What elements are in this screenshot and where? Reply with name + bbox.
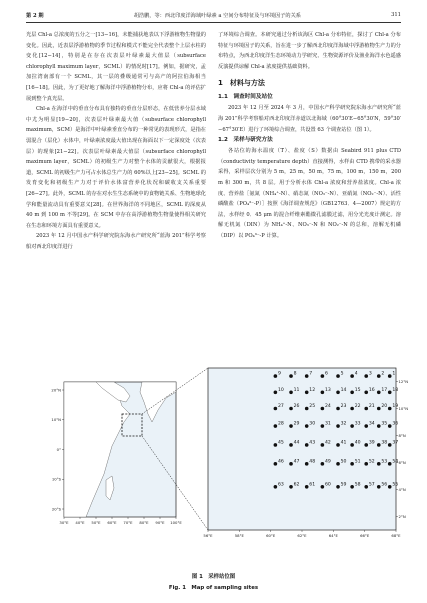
station-label: 11	[293, 387, 300, 393]
station-point	[364, 424, 368, 428]
station-point	[336, 407, 340, 411]
station-point	[336, 443, 340, 447]
station-point	[336, 424, 340, 428]
station-label: 21	[368, 404, 375, 410]
station-label: 48	[309, 459, 316, 465]
station-point	[388, 462, 392, 466]
inset-lat-label: 20°N	[51, 387, 61, 393]
station-label: 60	[324, 482, 331, 488]
station-point	[305, 374, 309, 378]
station-point	[289, 407, 293, 411]
station-label: 54	[392, 459, 399, 465]
station-point	[289, 391, 293, 395]
issue-number: 第 2 期	[26, 12, 44, 19]
body-paragraph: Chl-a 在海洋中的垂直分布具有独特的垂直分层形态，在低营养分层水域中尤为明显[19−20]，次表层叶绿素最大值（subsurface chlorophyll maximum，SCM）是海洋中叶绿素垂直分布的一种常见的表现形式，是指在弱混合（层化）水体中，叶绿素浓度最大值出现在海面以下一定深度处（次表层）的现象[21−22]。次表层叶绿素最大值层（subsurface chlorophyll maximum layer，SCML）的初级生产力对整个水体的贡献很大，根据报道，SCML 的初级生产力可占水体总生产力的 60%以上[23−25]。SCML 的发育变化和初级生产力对于评价水体富营养化状况和碳收支关系重要[26−27]。此外，SCML 的存在对水生生态系统中的食物链关系、生物地球化学和能量流动具有重要意义[28]。在世界海洋的不同地区，SCML 的深度从 40 m 到 100 m 不等[29]。在 SCM 中存在高浮游植物生物量使得相关研究在生态和环境方面具有重要意义。	[26, 106, 206, 229]
station-label: 4	[354, 371, 358, 377]
station-point	[377, 485, 381, 489]
main-lon-label: 56°E	[203, 533, 213, 538]
station-point	[274, 374, 278, 378]
figure-caption-cn: 图 1 采样站位图	[191, 574, 236, 580]
station-label: 23	[340, 404, 347, 410]
station-label: 35	[381, 421, 388, 427]
main-lat-label: 2°N	[398, 513, 406, 519]
inset-lon-label: 30°E	[59, 520, 69, 525]
station-label: 7	[309, 371, 313, 377]
station-point	[350, 443, 354, 447]
station-label: 32	[340, 421, 347, 427]
station-point	[274, 424, 278, 428]
station-point	[377, 391, 381, 395]
right-column	[218, 30, 401, 242]
station-label: 31	[324, 421, 331, 427]
main-lat-label: 12°N	[398, 378, 409, 384]
station-label: 41	[340, 440, 347, 446]
inset-lat-label: 0°	[56, 446, 61, 452]
page-number: 311	[391, 12, 401, 18]
station-label: 38	[381, 440, 388, 446]
main-lon-label: 62°E	[297, 533, 307, 538]
station-point	[388, 391, 392, 395]
station-point	[364, 462, 368, 466]
station-point	[350, 424, 354, 428]
station-label: 62	[293, 482, 300, 488]
main-lat-label: 4°N	[398, 486, 406, 492]
station-label: 57	[368, 482, 375, 488]
station-point	[321, 407, 325, 411]
station-point	[377, 443, 381, 447]
station-label: 8	[293, 371, 297, 377]
station-point	[336, 374, 340, 378]
main-lat-label: 10°N	[398, 405, 409, 411]
station-point	[364, 374, 368, 378]
station-label: 51	[354, 459, 361, 465]
inset-lat-label: 20°S	[51, 506, 61, 512]
station-label: 10	[277, 387, 284, 393]
station-label: 33	[354, 421, 361, 427]
station-label: 40	[354, 440, 361, 446]
station-label: 19	[392, 404, 399, 410]
station-point	[388, 485, 392, 489]
station-point	[274, 391, 278, 395]
station-label: 15	[354, 387, 361, 393]
station-point	[336, 462, 340, 466]
station-label: 45	[277, 440, 284, 446]
station-point	[364, 407, 368, 411]
inset-lon-label: 50°E	[91, 520, 101, 525]
main-lon-label: 66°E	[360, 533, 370, 538]
station-point	[289, 374, 293, 378]
station-label: 49	[324, 459, 331, 465]
main-lon-label: 64°E	[328, 533, 338, 538]
station-label: 6	[324, 371, 328, 377]
inset-lon-label: 100°E	[170, 520, 182, 525]
station-label: 61	[309, 482, 316, 488]
subsection-heading: 1.1 调查时间及站位	[218, 94, 273, 101]
station-label: 25	[309, 404, 316, 410]
station-point	[305, 443, 309, 447]
station-label: 5	[340, 371, 344, 377]
station-point	[274, 485, 278, 489]
station-point	[350, 462, 354, 466]
body-paragraph: 2023 年 12 月至 2024 年 3 月，中国水产科学研究院东海水产研究所“蓝海 201”科学考察船对西北印度洋赤道以北海域（60°30′E−65°30′N，59°30′−67°30′E）进行了环境综合调查，共设置 63 个调查站位（图 1）。	[218, 105, 401, 133]
station-point	[350, 391, 354, 395]
station-point	[289, 424, 293, 428]
station-label: 2	[381, 371, 385, 377]
station-label: 17	[381, 387, 388, 393]
station-label: 13	[324, 387, 331, 393]
station-label: 52	[368, 459, 375, 465]
station-point	[388, 374, 392, 378]
station-point	[350, 374, 354, 378]
station-point	[321, 424, 325, 428]
station-point	[388, 443, 392, 447]
station-point	[364, 485, 368, 489]
station-point	[274, 443, 278, 447]
inset-map	[51, 368, 208, 530]
station-point	[289, 485, 293, 489]
inset-lon-label: 80°E	[139, 520, 149, 525]
station-point	[274, 407, 278, 411]
main-lon-label: 60°E	[266, 533, 276, 538]
inset-lat-label: 10°N	[51, 417, 61, 423]
station-label: 37	[392, 440, 399, 446]
station-point	[364, 391, 368, 395]
station-point	[321, 485, 325, 489]
body-paragraph: 2023 年 12 月中国水产科学研究院东海水产研究所“蓝海 201”科学考察船对西北印度洋进行	[26, 233, 206, 250]
station-label: 50	[340, 459, 347, 465]
station-label: 43	[309, 440, 316, 446]
station-point	[336, 485, 340, 489]
station-label: 39	[368, 440, 375, 446]
station-label: 34	[368, 421, 375, 427]
header-rule	[26, 22, 401, 23]
station-label: 36	[392, 421, 399, 427]
station-point	[377, 407, 381, 411]
station-label: 16	[368, 387, 375, 393]
station-point	[388, 424, 392, 428]
station-label: 9	[277, 371, 281, 377]
station-label: 58	[354, 482, 361, 488]
station-point	[305, 485, 309, 489]
running-header	[26, 9, 401, 21]
section-heading: 1 材料与方法	[218, 79, 265, 88]
station-label: 44	[293, 440, 300, 446]
station-label: 55	[392, 482, 399, 488]
station-label: 63	[277, 482, 284, 488]
station-point	[377, 462, 381, 466]
station-label: 29	[293, 421, 300, 427]
station-point	[305, 462, 309, 466]
station-point	[289, 462, 293, 466]
station-point	[321, 374, 325, 378]
station-label: 18	[392, 387, 399, 393]
main-lat-label: 6°N	[398, 459, 406, 465]
station-point	[350, 407, 354, 411]
station-point	[321, 462, 325, 466]
inset-lon-label: 90°E	[155, 520, 165, 525]
station-label: 30	[309, 421, 316, 427]
station-label: 46	[277, 459, 284, 465]
subsection-heading: 1.2 采样与研究方法	[218, 137, 273, 144]
inset-lon-label: 70°E	[123, 520, 133, 525]
station-point	[350, 485, 354, 489]
station-point	[336, 391, 340, 395]
station-point	[388, 407, 392, 411]
station-label: 53	[381, 459, 388, 465]
figure-caption-en: Fig. 1 Map of sampling sites	[168, 585, 259, 591]
station-point	[274, 462, 278, 466]
station-point	[289, 443, 293, 447]
sampling-site-figure	[26, 362, 409, 567]
station-label: 56	[381, 482, 388, 488]
station-label: 26	[293, 404, 300, 410]
station-point	[377, 424, 381, 428]
station-point	[377, 374, 381, 378]
station-label: 12	[309, 387, 316, 393]
main-lon-label: 58°E	[234, 533, 244, 538]
body-paragraph: 光层 Chl-a 总浓度的五分之一[13−16]，未能捕获地表以下浮游植物生物量的变化。因此，近表层浮游植物的季节过程和模式不能完全代表整个上层水柱的变化[12−14]，特别是在存在次表层叶绿素最大值层（subsurface chlorophyll maximum layer，SCML）的情况时[17]。例如，据研究，孟加拉湾南部有一个 SCML，其一层的叠级通常可与高产的阿拉伯海相当[16−18]。因此，为了更好地了解海洋中浮游植物分布，应将 Chl-a 的评估扩展到整个真光层。	[26, 32, 206, 102]
station-point	[321, 391, 325, 395]
inset-lon-label: 60°E	[107, 520, 117, 525]
left-column	[26, 30, 206, 252]
station-point	[305, 407, 309, 411]
running-title: 胡浩鹏，等：西北印度洋海域叶绿素 a 空间分布特征及与环境因子的关系	[133, 12, 301, 19]
inset-lon-label: 40°E	[75, 520, 85, 525]
station-label: 24	[324, 404, 331, 410]
station-point	[321, 443, 325, 447]
inset-lat-label: 10°S	[51, 476, 61, 482]
main-lat-label: 8°N	[398, 432, 406, 438]
body-paragraph: 了环境综合调查。本研究通过分析该海区 Chl-a 分布特征，探讨了 Chl-a 分布特征与环境因子的关系，旨在进一步了解西北印度洋海域中浮游植物生产力的分布特点，为西北印度洋生态环境动力学研究、生物资源评价及渔业海洋水色遥感反演提供谅解 Chl-a 浓度提供基础资料。	[218, 32, 401, 70]
station-label: 22	[354, 404, 361, 410]
station-label: 3	[368, 371, 372, 377]
main-lon-label: 68°E	[391, 533, 401, 538]
station-label: 59	[340, 482, 347, 488]
station-point	[364, 443, 368, 447]
station-label: 27	[277, 404, 284, 410]
station-label: 28	[277, 421, 284, 427]
station-point	[305, 424, 309, 428]
station-label: 20	[381, 404, 388, 410]
main-map	[203, 368, 408, 538]
station-label: 1	[392, 371, 396, 377]
station-point	[305, 391, 309, 395]
station-label: 42	[324, 440, 331, 446]
body-paragraph: 各站位的海水温度（T）、盐度（S）数据由 Seabird 911 plus CTD（conductivity temperature depth）直接测得，水样由 CTD 携带的采水器采得，采样层次分别为 5 m，25 m，50 m，75 m，100 m，150 m，200 m 和 300 m，共 8 层。用于分析水体 Chl-a 浓度和营养盐浓度。Chl-a 浓度、营养盐［氨氮（NH₄⁺-N）、硝态氮（NO₃⁻-N）、亚硝氮（NO₂⁻-N）、活性磷酸盐（PO₄³⁻-P）］按照《海洋调查规范》（GB12763．4—2007）规定的方法，水样经 0．45 μm 的混合纤维素酯微孔滤膜过滤，用分光光度计测定。溶解无机氮（DIN）为 NH₄⁺-N、NO₃⁻-N 和 NO₂⁻-N 的总和，溶解无机磷（DIP）以 PO₄³⁻-P 计算。	[218, 148, 401, 239]
station-label: 14	[340, 387, 347, 393]
station-label: 47	[293, 459, 300, 465]
map-canvas	[26, 362, 409, 567]
